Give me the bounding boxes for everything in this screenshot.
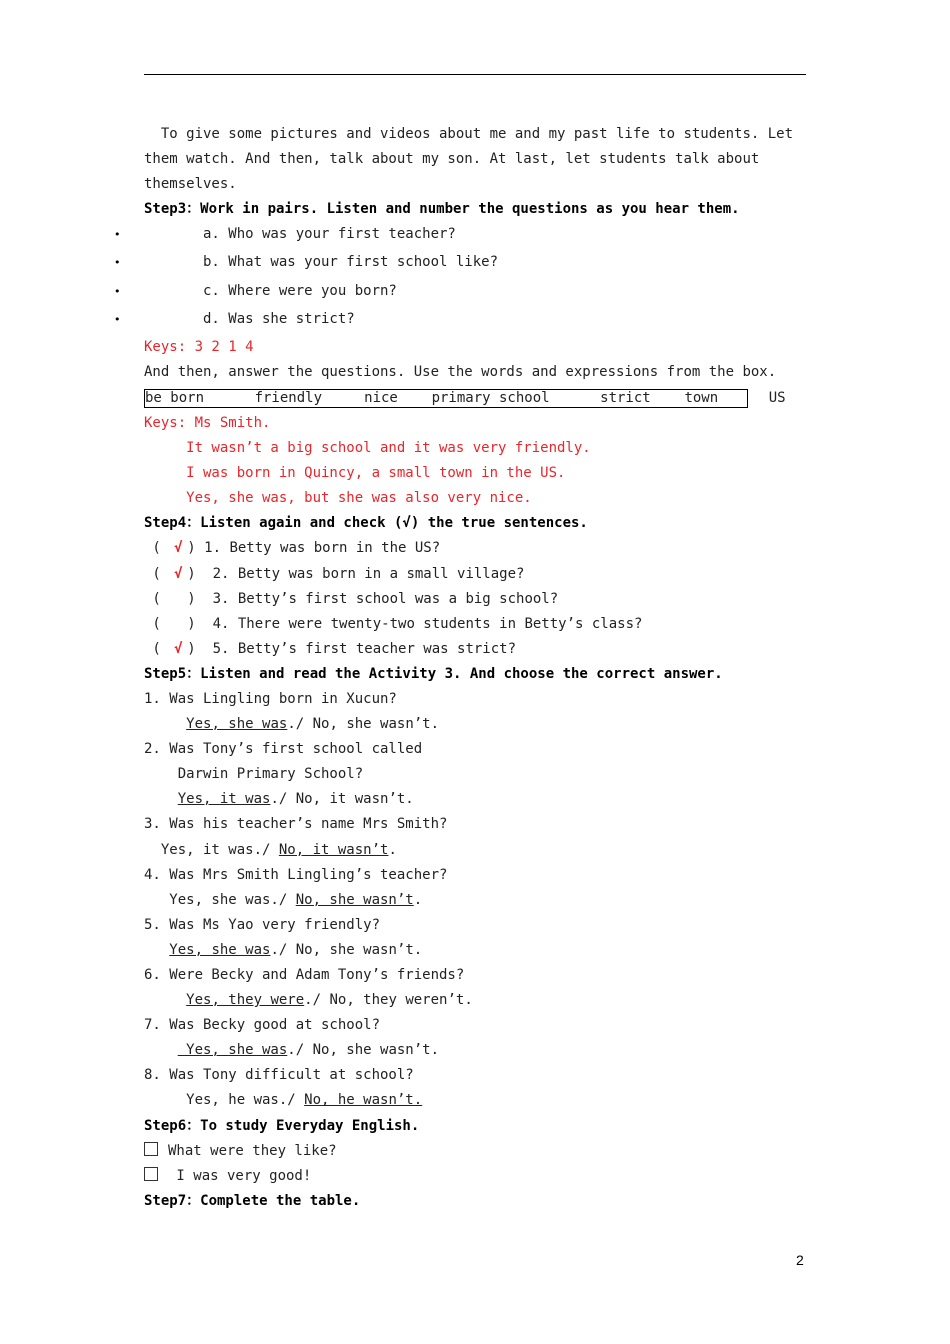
list-item xyxy=(114,307,810,332)
answer-line: Yes, they were./ No, they weren’t. xyxy=(186,992,473,1009)
page-number: 2 xyxy=(796,1252,804,1268)
check-mark-icon: √ xyxy=(174,565,183,582)
step5-heading: Step5：Listen and read the Activity 3. And choose the correct answer. xyxy=(144,665,723,682)
answer-line: Keys: Ms Smith. xyxy=(144,414,271,431)
answer-line: Yes, she was./ No, she wasn’t. xyxy=(186,716,440,733)
intro-line: themselves. xyxy=(144,176,237,193)
bullet-icon: • xyxy=(114,256,121,270)
answer-line: Yes, she was, but she was also very nice. xyxy=(144,490,532,507)
step6-heading: Step6：To study Everyday English. xyxy=(144,1117,420,1134)
question-text: b. What was your first school like? xyxy=(144,254,499,271)
check-item: ( √ ) 2. Betty was born in a small village? xyxy=(144,562,810,587)
list-item xyxy=(114,222,810,247)
bullet-icon: • xyxy=(114,284,121,298)
intro-line: To give some pictures and videos about me and my past life to students. Let xyxy=(144,126,794,142)
question-line: 1. Was Lingling born in Xucun? xyxy=(144,690,397,707)
answer-line: Yes, she was./ No, she wasn’t. xyxy=(169,941,423,958)
question-text: c. Where were you born? xyxy=(144,282,397,299)
check-item: ( ) 4. There were twenty-two students in Betty’s class? xyxy=(144,615,643,632)
list-item: I was very good! xyxy=(144,1164,810,1189)
answer-line: Yes, she was./ No, she wasn’t. xyxy=(177,1042,440,1059)
answer-line: Yes, she was./ No, she wasn’t. xyxy=(144,891,423,908)
intro-line: them watch. And then, talk about my son. At last, let students talk about xyxy=(144,151,760,168)
question-line: 2. Was Tony’s first school called xyxy=(144,741,423,758)
answer-line: Yes, it was./ No, it wasn’t. xyxy=(144,841,397,858)
square-bullet-icon xyxy=(144,1167,158,1181)
question-line: 5. Was Ms Yao very friendly? xyxy=(144,916,381,933)
answer-line: It wasn’t a big school and it was very friendly. xyxy=(144,440,591,457)
step4-heading: Step4：Listen again and check (√) the true sentences. xyxy=(144,515,588,532)
square-bullet-icon xyxy=(144,1142,158,1156)
check-item: ( √ ) 1. Betty was born in the US? xyxy=(144,536,810,561)
bullet-icon: • xyxy=(114,312,121,326)
check-mark-icon: √ xyxy=(174,540,183,557)
bullet-icon: • xyxy=(114,228,121,242)
header-rule xyxy=(144,74,806,75)
step3-keys: Keys: 3 2 1 4 xyxy=(144,338,254,355)
step3-instruction: And then, answer the questions. Use the words and expressions from the box. xyxy=(144,363,777,380)
question-line: 3. Was his teacher’s name Mrs Smith? xyxy=(144,816,448,833)
list-item xyxy=(114,279,810,304)
word-box: be born friendly nice primary school strict town US xyxy=(145,389,786,406)
answer-line: Yes, he was./ No, he wasn’t. xyxy=(144,1092,423,1109)
step3-heading: Step3：Work in pairs. Listen and number the questions as you hear them. xyxy=(144,201,740,218)
question-line: 8. Was Tony difficult at school? xyxy=(144,1067,414,1084)
answer-line: Yes, it was./ No, it wasn’t. xyxy=(177,791,414,808)
document-body xyxy=(114,122,810,1214)
question-line: 7. Was Becky good at school? xyxy=(144,1017,381,1034)
question-line: 6. Were Becky and Adam Tony’s friends? xyxy=(144,967,465,983)
check-item: ( ) 3. Betty’s first school was a big school? xyxy=(144,590,559,607)
question-line: Darwin Primary School? xyxy=(144,766,364,783)
check-item: ( √ ) 5. Betty’s first teacher was strict? xyxy=(144,637,810,662)
question-text: a. Who was your first teacher? xyxy=(144,226,456,243)
list-item: What were they like? xyxy=(144,1139,810,1164)
step7-heading: Step7：Complete the table. xyxy=(144,1192,361,1209)
check-mark-icon: √ xyxy=(174,640,183,657)
question-line: 4. Was Mrs Smith Lingling’s teacher? xyxy=(144,866,448,883)
list-item xyxy=(114,250,810,275)
answer-line: I was born in Quincy, a small town in the US. xyxy=(144,465,566,482)
question-text: d. Was she strict? xyxy=(144,310,355,327)
